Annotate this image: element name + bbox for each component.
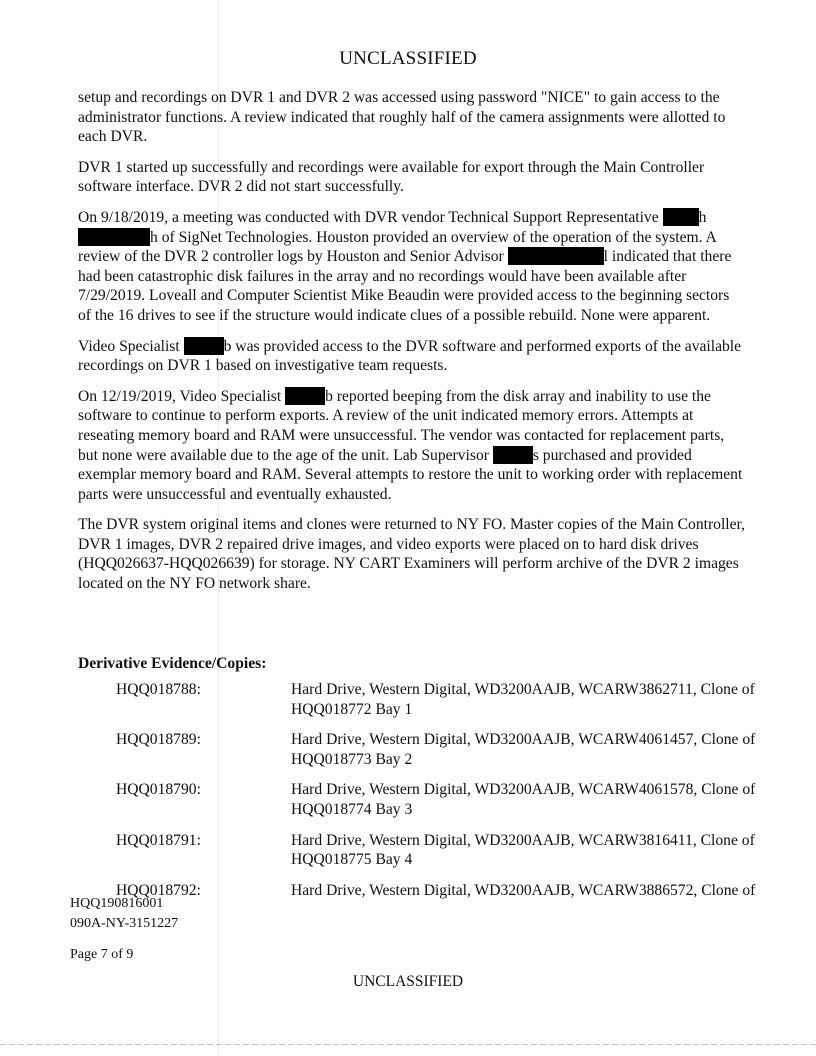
evidence-id: HQQ018788: [116,681,201,698]
list-item [78,730,758,769]
classification-header: UNCLASSIFIED [339,48,477,69]
text-segment: Video Specialist [78,337,184,355]
evidence-description: Hard Drive, Western Digital, WD3200AAJB, WCARW3862711, Clone of HQQ018772 Bay 1 [291,681,755,718]
paragraph-video-specialist [78,337,746,376]
evidence-description: Hard Drive, Western Digital, WD3200AAJB, WCARW3816411, Clone of HQQ018775 Bay 4 [291,831,755,869]
text-segment: l indicated that there had been catastrophic disk failures in the array and no recordings would have been available after 7/29/2019. Loveall and Computer Scientist Mike Beaudin were provided access to the beginning sectors of the 16 drives to see if the structure would indicate clues of a possible rebuild. None were apparent. [78,248,732,324]
paragraph-dvr-startup: DVR 1 started up successfully and recordings were available for export through the Main Controller software interface. DVR 2 did not start successfully. [78,158,705,196]
section-heading: Derivative Evidence/Copies: [78,655,267,672]
redaction-block [184,337,224,355]
page-number: Page 7 of 9 [70,947,134,962]
text-segment: h [698,208,707,226]
list-item [78,680,758,719]
classification-footer: UNCLASSIFIED [352,973,464,990]
evidence-id: HQQ018790: [116,781,201,799]
evidence-description: Hard Drive, Western Digital, WD3200AAJB, WCARW4061457, Clone of HQQ018773 Bay 2 [291,731,756,768]
redaction-block [78,228,150,246]
text-segment: b was provided access to the DVR software and performed exports of the available recordings on DVR 1 based on investigative team requests. [78,337,742,375]
paragraph-vendor-meeting [78,208,746,326]
evidence-id: HQQ018792: [116,881,201,899]
redaction-block [493,446,533,464]
evidence-description: Hard Drive, Western Digital, WD3200AAJB, WCARW4061578, Clone of HQQ018774 Bay 3 [291,781,756,818]
evidence-description: Hard Drive, Western Digital, WD3200AAJB, WCARW3886572, Clone of [291,881,756,899]
paragraph-return-items: The DVR system original items and clones were returned to NY FO. Master copies of the Main Controller, DVR 1 images, DVR 2 repaired drive images, and video exports were placed on to hard disk drives (HQQ026637-HQQ026639) for storage. NY CART Examiners will perform archive of the DVR 2 images located on the NY FO network share. [78,516,746,593]
evidence-id: HQQ018791: [116,831,201,849]
list-item [78,780,758,819]
text-segment: b reported beeping from the disk array and inability to use the software to continue to perform exports. A review of the unit indicated memory errors. Attempts at reseating memory board and RAM were unsuccessful. The vendor was contacted for replacement parts, but none were available due to the age of the unit. Lab Supervisor [78,387,725,464]
list-item [78,831,758,870]
text-segment: h of SigNet Technologies. Houston provided an overview of the operation of the system. A review of the DVR 2 controller logs by Houston and Senior Advisor [78,228,716,266]
evidence-id: HQQ018789: [116,731,201,749]
case-identifiers [70,894,178,934]
evidence-list [78,680,758,911]
scan-edge-line [0,1044,816,1045]
list-item [78,881,758,901]
redaction-block [508,247,604,265]
text-segment: On 9/18/2019, a meeting was conducted with DVR vendor Technical Support Representative [78,208,663,226]
paragraph-memory-errors [78,387,746,505]
redaction-block [285,387,325,405]
text-segment: On 12/19/2019, Video Specialist [78,387,286,405]
redaction-block [663,208,699,226]
paragraph-dvr-access: setup and recordings on DVR 1 and DVR 2 was accessed using password "NICE" to gain access to the administrator functions. A review indicated that roughly half of the camera assignments were allotted to each DVR. [78,89,726,146]
case-id: HQQ190816001 [70,896,164,911]
file-number: 090A-NY-3151227 [70,916,179,931]
report-body [78,88,746,605]
text-segment: s purchased and provided exemplar memory board and RAM. Several attempts to restore the unit to working order with replacement parts were unsuccessful and eventually exhausted. [78,446,743,503]
